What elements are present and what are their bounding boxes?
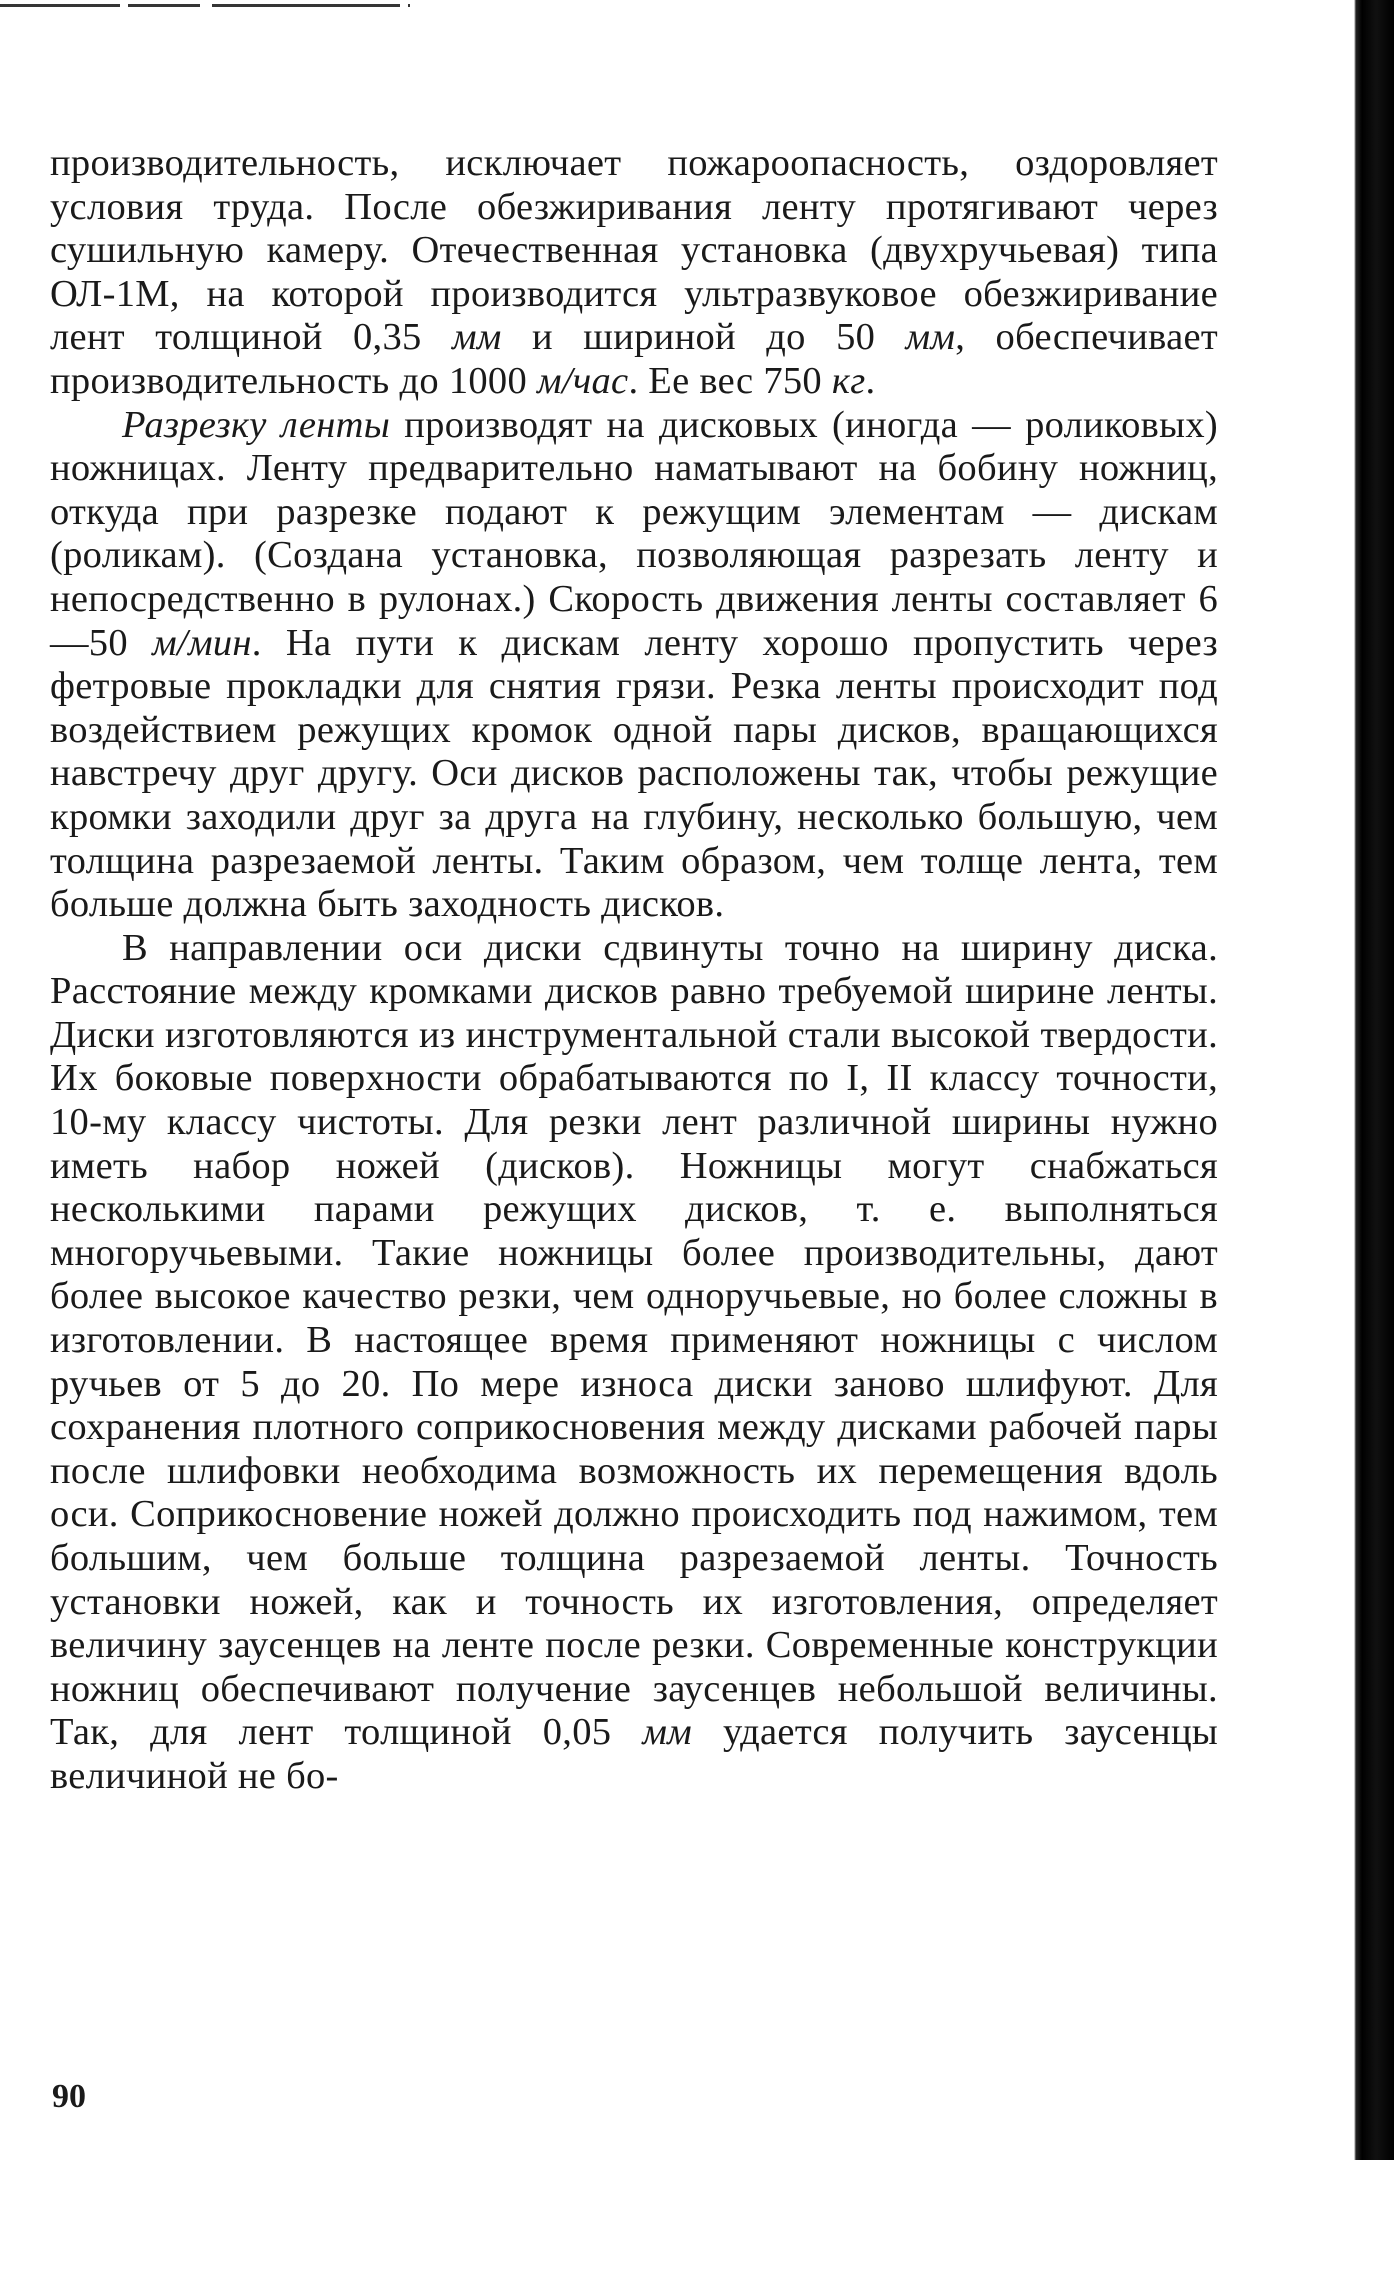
text-run: .	[865, 359, 876, 402]
top-rule	[0, 4, 410, 7]
italic-run: мм	[642, 1711, 693, 1754]
italic-run: Разрезку ленты	[122, 403, 391, 446]
page-number: 90	[52, 2078, 86, 2115]
spine-gap	[1336, 2160, 1394, 2294]
text-run: удается получить заусенцы величиной не бо-	[50, 1711, 1219, 1797]
body-text	[50, 142, 1218, 1799]
paragraph	[50, 404, 1218, 927]
text-run: В направлении оси диски сдвинуты точно на ширину диска. Расстояние между кромками дисков равно требуемой ширине ленты. Диски изготовляются из инструментальной стали высокой твердости. Их боковые поверхности обрабатываются по I, II классу точности, 10-му классу чистоты. Для резки лент различной ширины нужно иметь набор ножей (дисков). Ножницы могут снабжаться несколькими парами режущих дисков, т. е. выполняться многоручьевыми. Такие ножницы более производительны, дают более высокое качество резки, чем одноручьевые, но более сложны в изготовлении. В настоящее время применяют ножницы с числом ручьев от 5 до 20. По мере износа диски заново шлифуют. Для сохранения плотного соприкосновения между дисками рабочей пары после шлифовки необходима возможность их перемещения вдоль оси. Соприкосновение ножей должно происходить под нажимом, тем большим, чем больше толщина разрезаемой ленты. Точность установки ножей, как и точность их изготовления, определяет величину заусенцев на ленте после резки. Современные конструкции ножниц обеспечивают получение заусенцев небольшой величины. Так, для лент толщиной 0,05	[50, 926, 1218, 1754]
text-run: производительность, исключает пожароопасность, оздоровляет условия труда. После обезжиривания ленту протягивают через сушильную камеру. Отечественная установка (двухручьевая) типа ОЛ-1М, на которой производится ультразвуковое обезжиривание лент толщиной 0,35	[50, 142, 1218, 359]
paragraph	[50, 142, 1218, 404]
text-run: . На пути к дискам ленту хорошо пропустить через фетровые прокладки для снятия грязи. Резка ленты происходит под воздействием режущих кромок одной пары дисков, вращающихся навстречу друг другу. Оси дисков расположены так, чтобы режущие кромки заходили друг за друга на глубину, несколько большую, чем толщина разрезаемой ленты. Таким образом, чем толще лента, тем больше должна быть заходность дисков.	[50, 621, 1219, 926]
italic-run: мм	[451, 316, 502, 359]
italic-run: м/мин	[152, 621, 252, 664]
text-run: , обеспечивает производительность до 1000	[50, 316, 1218, 402]
text-run: и шириной до 50	[501, 316, 906, 359]
italic-run: кг	[831, 359, 866, 402]
text-run: производят на дисковых (иногда — роликовых) ножницах. Ленту предварительно наматывают на бобину ножниц, откуда при разрезке подают к режущим элементам — дискам (роликам). (Создана установка, позволяющая разрезать ленту и непосредственно в рулонах.) Скорость движения ленты составляет 6—50	[50, 403, 1218, 664]
italic-run: мм	[905, 316, 956, 359]
italic-run: м/час	[536, 359, 629, 402]
text-run: . Ее вес 750	[628, 359, 832, 402]
book-spine-shadow	[1336, 0, 1394, 2294]
paragraph	[50, 927, 1218, 1799]
